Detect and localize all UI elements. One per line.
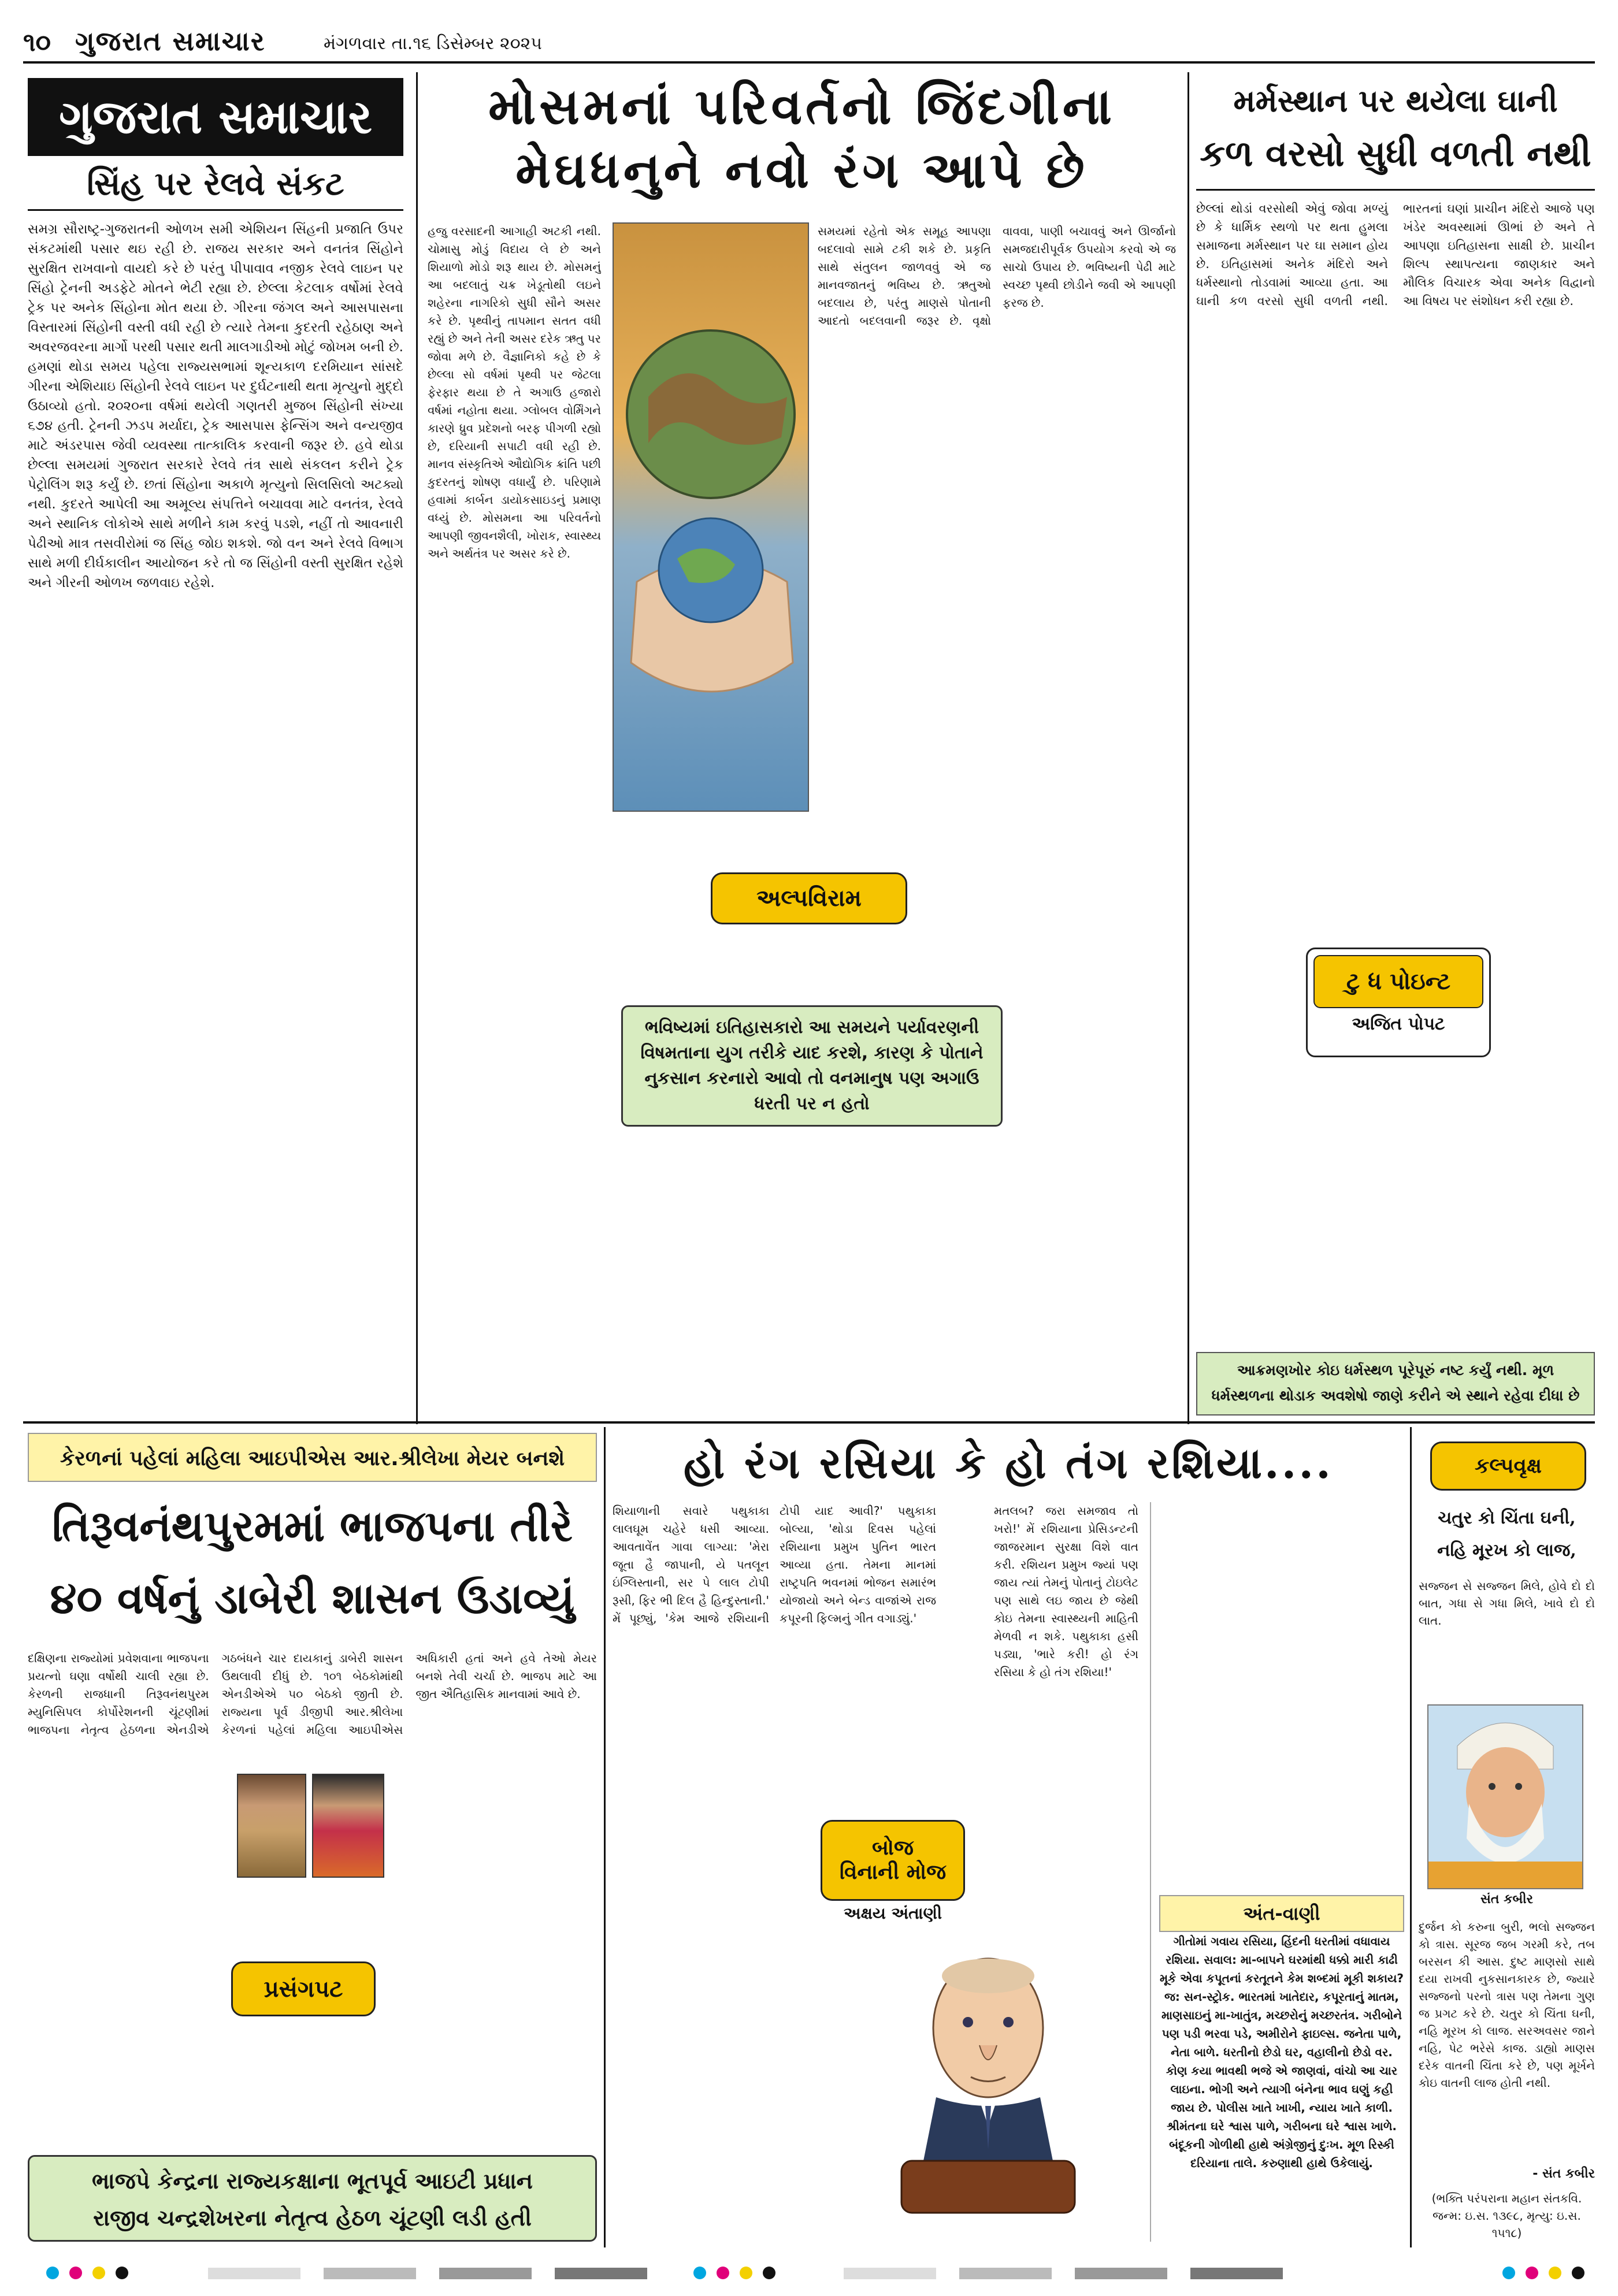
photo-saree bbox=[312, 1774, 384, 1878]
temple-footer-banner bbox=[1196, 1352, 1595, 1416]
kerala-footer-line2: રાજીવ ચન્દ્રશેખરના નેતૃત્વ હેઠળ ચૂંટણી લડી હતી bbox=[93, 2205, 532, 2231]
page-header bbox=[23, 23, 1595, 64]
rasiya-body-left: શિયાળાની સવારે પથુકાકા લાલઘૂમ ચહેરે ધસી આવ્યા. આવતાવેંત ગાવા લાગ્યા: 'મેરા જૂતા હૈ જાપાની, યે પતલૂન ઇંગ્લિસ્તાની, સર પે લાલ ટોપી રૂસી, ફિર ભી દિલ હૈ હિન્દુસ્તાની.' મેં પૂછ્યું, 'કેમ આજે રશિયાની ટોપી યાદ આવી?' પથુકાકા બોલ્યા, 'થોડા દિવસ પહેલાં રશિયાના પ્રમુખ પુતિન ભારત આવ્યા હતા. તેમના માનમાં રાષ્ટ્રપતિ ભવનમાં ભોજન સમારંભ યોજાયો અને બેન્ડ વાજાંએ રાજ કપૂરની ફિલ્મનું ગીત વગાડ્યું.' bbox=[613, 1504, 936, 1625]
kalpvruksh-title-line2: નહિ મૂરખ કો લાજ, bbox=[1437, 1540, 1576, 1561]
column-label-kalpvruksh-text: કલ્પવૃક્ષ bbox=[1474, 1454, 1542, 1478]
column-label-alpviram-text: અલ્પવિરામ bbox=[756, 885, 862, 912]
to-the-point-author: અજિત પોપટ bbox=[1352, 1014, 1445, 1034]
kalpvruksh-body: દુર્જન કો કરુના બુરી, ભલો સજ્જન કો ત્રાસ. સૂરજ જબ ગરમી કરે, તબ બરસન કી આસ. દુષ્ટ માણસો સાથે દયા રાખવી નુકસાનકારક છે, જ્યારે સજ્જનો પરનો ત્રાસ પણ તેમના ગુણ જ પ્રગટ કરે છે. ચતુર કો ચિંતા ઘની, નહિ મૂરખ કો લાજ. સરઅવસર જાને નહિ, પેટ ભરેસે કાજ. ડાહ્યો માણસ દરેક વાતની ચિંતા કરે છે, પણ મૂર્ખને કોઇ વાતની લાજ હોતી નથી. bbox=[1419, 1920, 1595, 2090]
photo-police-uniform bbox=[237, 1774, 306, 1878]
antvani-body: ગીતોમાં ગવાય રસિયા, હિંદની ધરતીમાં વધાવાય રશિયા. સવાલ: મા-બાપને ઘરમાંથી ધક્કો મારી કાઢી મૂકે એવા કપૂતનાં કરતૂતને કેમ શબ્દમાં મૂકી શકાય? જ: સન-સ્ટ્રોક. ભારતમાં ખાતેદાર, કપૂરતાનું માતમ, માણસાઇનું મા-ખાતુંત્ર, મચ્છરોનું મચ્છરતંત્ર. ગરીબોને પણ પડી ભરવા પડે, અમીરોને ફાઇલ્સ. જનેતા પાળે, નેતા બાળે. ધરતીનો છેડો ઘર, વહાલીનો છેડો વર. કોણ કયા ભાવથી ભજે એ જાણવાં, વાંચો આ ચાર લાઇના. ભોગી અને ત્યાગી બંનેના ભાવ ઘણું કહી જાય છે. પોલીસ ખાતે ખાખી, ન્યાય ખાતે કાળી. શ્રીમંતના ઘરે શ્વાસ પાળે, ગરીબના ઘરે શ્વાસ ખાળે. બંદૂકની ગોળીથી હાથે અંગ્રેજીનું દુઃખ. મૂળ રિસ્કી દરિયાના તાલે. કરુણાથી હાથે ઉકેલાયું. bbox=[1159, 1934, 1404, 2170]
temple-title-line2: કળ વરસો સુધી વળતી નથી bbox=[1200, 132, 1591, 174]
climate-pull-quote bbox=[621, 1005, 1003, 1127]
header-paper-name: ગુજરાત સમાચાર bbox=[75, 25, 266, 57]
column-label-boj-line1: બોજ bbox=[872, 1836, 914, 1860]
rasiya-author: અક્ષય અંતાણી bbox=[844, 1904, 942, 1923]
globe-hands-illustration bbox=[614, 224, 808, 811]
kerala-headline bbox=[28, 1491, 597, 1641]
kerala-title-line1: તિરૂવનંથપુરમમાં ભાજપના તીરે bbox=[52, 1502, 573, 1551]
climate-title-line1: મોસમનાં પરિવર્તનો જિંદગીના bbox=[488, 77, 1115, 136]
putin-caricature bbox=[867, 1941, 1109, 2219]
registration-marks bbox=[23, 2262, 1595, 2285]
kalpvruksh-attribution: - સંત કબીર bbox=[1532, 2167, 1595, 2181]
temple-title-line1: મર્મસ્થાન પર થયેલા ઘાની bbox=[1233, 82, 1558, 119]
column-label-boj bbox=[821, 1820, 965, 1901]
column-label-kalpvruksh bbox=[1430, 1441, 1586, 1491]
column-label-prasangpat bbox=[231, 1961, 376, 2016]
kabir-portrait-illustration bbox=[1428, 1706, 1582, 1888]
temple-headline bbox=[1196, 75, 1595, 191]
kerala-footer-line1: ભાજપે કેન્દ્રના રાજ્યકક્ષાના ભૂતપૂર્વ આઇટી પ્રધાન bbox=[92, 2168, 533, 2194]
climate-title-line2: મેઘધનુને નવો રંગ આપે છે bbox=[515, 141, 1088, 199]
kalpvruksh-heading bbox=[1419, 1502, 1595, 1571]
column-label-to-the-point bbox=[1306, 948, 1491, 1057]
page-number: ૧૦ bbox=[23, 28, 51, 57]
antvani-title: અંત-વાણી bbox=[1159, 1895, 1404, 1932]
rasiya-title: હો રંગ રસિયા કે હો તંગ રશિયા.... bbox=[684, 1439, 1333, 1488]
lion-article-title: સિંહ પર રેલવે સંકટ bbox=[28, 165, 403, 211]
column-label-boj-line2: વિનાની મોજ bbox=[839, 1860, 947, 1884]
kerala-footer-banner bbox=[28, 2155, 597, 2242]
caricature-illustration bbox=[867, 1941, 1109, 2219]
kerala-kicker-band bbox=[28, 1433, 597, 1482]
climate-body-left: હજુ વરસાદની આગાહી અટકી નથી. ચોમાસુ મોડું વિદાય લે છે અને શિયાળો મોડો શરૂ થાય છે. મોસમનું આ બદલાતું ચક્ર ખેડૂતોથી લઇને શહેરના નાગરિકો સુધી સૌને અસર કરે છે. પૃથ્વીનું તાપમાન સતત વધી રહ્યું છે અને તેની અસર દરેક ઋતુ પર જોવા મળે છે. વૈજ્ઞાનિકો કહે છે કે છેલ્લા સો વર્ષમાં પૃથ્વી પર જેટલા ફેરફાર થયા છે તે અગાઉ હજારો વર્ષમાં નહોતા થયા. ગ્લોબલ વોર્મિંગને કારણે ધ્રુવ પ્રદેશનો બરફ પીગળી રહ્યો છે, દરિયાની સપાટી વધી રહી છે. માનવ સંસ્કૃતિએ ઔદ્યોગિક ક્રાંતિ પછી કુદરતનું શોષણ વધાર્યું છે. પરિણામે હવામાં કાર્બન ડાયોકસાઇડનું પ્રમાણ વધ્યું છે. મોસમના આ પરિવર્તનો આપણી જીવનશૈલી, ખોરાક, સ્વાસ્થ્ય અને અર્થતંત્ર પર અસર કરે છે. bbox=[428, 224, 601, 560]
column-label-alpviram bbox=[711, 872, 907, 924]
temple-body: છેલ્લાં થોડાં વરસોથી એવું જોવા મળ્યું છે કે ધાર્મિક સ્થળો પર થતા હુમલા સમાજના મર્મસ્થાન પર ઘા સમાન હોય છે. ઇતિહાસમાં અનેક મંદિરો અને ધર્મસ્થાનો તોડવામાં આવ્યા હતા. આ ઘાની કળ વરસો સુધી વળતી નથી. ભારતનાં ઘણાં પ્રાચીન મંદિરો આજે પણ ખંડેર અવસ્થામાં ઊભાં છે અને તે આપણા ઇતિહાસના સાક્ષી છે. પ્રાચીન શિલ્પ સ્થાપત્યના જાણકાર અને મૌલિક વિચારક એવા અનેક વિદ્વાનો આ વિષય પર સંશોધન કરી રહ્યા છે. bbox=[1196, 202, 1595, 308]
earth-image bbox=[613, 222, 809, 812]
lion-article-body: સમગ્ર સૌરાષ્ટ્ર-ગુજરાતની ઓળખ સમી એશિયન સિંહની પ્રજાતિ ઉપર સંકટમાંથી પસાર થઇ રહી છે. રાજય સરકાર અને વનતંત્ર સિંહોને સુરક્ષિત રાખવાનો વાયદો કરે છે પરંતુ પીપાવાવ નજીક રેલવે લાઇન પર સિંહો ટ્રેનની અડફેટે મોતને ભેટી રહ્યા છે. છેલ્લા કેટલાક વર્ષોમાં રેલવે ટ્રેક પર અનેક સિંહોના મોત થયા છે. ગીરના જંગલ અને આસપાસના વિસ્તારમાં સિંહોની વસ્તી વધી રહી છે ત્યારે તેમના કુદરતી રહેઠાણ અને અવરજવરના માર્ગો પરથી પસાર થતી માલગાડીઓ મોટું જોખમ બની છે. હમણાં થોડા સમય પહેલા રાજ્યસભામાં શૂન્યકાળ દરમિયાન સાંસદે ગીરના એશિયાઇ સિંહોની રેલવે લાઇન પર દુર્ઘટનાથી થતા મૃત્યુનો મુદ્દો ઉઠાવ્યો હતો. ૨૦૨૦ના વર્ષમાં થયેલી ગણતરી મુજબ સિંહોની સંખ્યા ૬૭૪ હતી. ટ્રેનની ઝડપ મર્યાદા, ટ્રેક આસપાસ ફેન્સિંગ અને વન્યજીવ માટે અંડરપાસ જેવી વ્યવસ્થા તાત્કાલિક કરવાની જરૂર છે. હવે થોડા છેલ્લા સમયમાં ગુજરાત સરકારે રેલવે તંત્ર સાથે સંકલન કરીને ટ્રેક પેટ્રોલિંગ શરૂ કર્યું છે. છતાં સિંહોના અકાળે મૃત્યુનો સિલસિલો અટક્યો નથી. કુદરતે આપેલી આ અમૂલ્ય સંપત્તિને બચાવવા માટે વનતંત્ર, રેલવે અને સ્થાનિક લોકોએ સાથે મળીને કામ કરવું પડશે, નહીં તો આવનારી પેઢીઓ માત્ર તસવીરોમાં જ સિંહ જોઇ શકશે. જો વન અને રેલવે વિભાગ સાથે મળી દીર્ઘકાલીન આયોજન કરે તો જ સિંહોની વસ્તી સુરક્ષિત રહેશે અને ગીરની ઓળખ જળવાઇ રહેશે. bbox=[28, 222, 403, 590]
kerala-title-line2: ૪૦ વર્ષનું ડાબેરી શાસન ઉડાવ્યું bbox=[50, 1574, 575, 1623]
temple-footer-text: આક્રમણખોર કોઇ ધર્મસ્થળ પૂરેપૂરું નષ્ટ કર્યું નથી. મૂળ ધર્મસ્થળના થોડાક અવશેષો જાણે કરીને એ સ્થાને રહેવા દીધા છે bbox=[1211, 1362, 1580, 1404]
kalpvruksh-title-line1: ચતુર કો ચિંતા ઘની, bbox=[1438, 1508, 1576, 1528]
header-date: મંગળવાર તા.૧૬ ડિસેમ્બર ૨૦૨૫ bbox=[324, 34, 542, 54]
kabir-portrait bbox=[1427, 1704, 1583, 1889]
kalpvruksh-footnote: (ભક્તિ પરંપરાના મહાન સંતકવિ. જન્મ: ઇ.સ. ૧૩૯૮, મૃત્યુ: ઇ.સ. ૧૫૧૮) bbox=[1431, 2191, 1582, 2240]
climate-body-right: સમયમાં રહેતો એક સમૂહ આપણા બદલાવો સામે ટકી શકે છે. પ્રકૃતિ સાથે સંતુલન જાળવવું એ જ માનવજાતનું ભવિષ્ય છે. ઋતુઓ બદલાય છે, પરંતુ માણસે પોતાની આદતો બદલવાની જરૂર છે. વૃક્ષો વાવવા, પાણી બચાવવું અને ઊર્જાનો સમજદારીપૂર્વક ઉપયોગ કરવો એ જ સાચો ઉપાય છે. ભવિષ્યની પેઢી માટે સ્વચ્છ પૃથ્વી છોડીને જવી એ આપણી ફરજ છે. bbox=[818, 224, 1176, 328]
kalpvruksh-intro: સજ્જન સે સજ્જન મિલે, હોવે દો દો બાત, ગધા સે ગધા મિલે, ખાવે દો દો લાત. bbox=[1419, 1579, 1595, 1628]
antvani-box bbox=[1150, 1502, 1404, 2242]
climate-headline bbox=[428, 75, 1176, 214]
kabir-portrait-caption: સંત કબીર bbox=[1480, 1892, 1533, 1907]
to-the-point-title: ટુ ધ પોઇન્ટ bbox=[1313, 955, 1483, 1008]
column-label-prasangpat-text: પ્રસંગપટ bbox=[264, 1975, 343, 2003]
pull-quote-text: ભવિષ્યમાં ઇતિહાસકારો આ સમયને પર્યાવરણની વિષમતાના યુગ તરીકે યાદ કરશે, કારણ કે પોતાને નુકસાન કરનારો આવો તો વનમાનુષ પણ અગાઉ ધરતી પર ન હતો bbox=[640, 1017, 984, 1114]
masthead-title: ગુજરાત સમાચાર bbox=[59, 90, 372, 144]
kerala-body: દક્ષિણના રાજ્યોમાં પ્રવેશવાના ભાજપના પ્રયત્નો ઘણા વર્ષોથી ચાલી રહ્યા છે. કેરળની રાજધાની તિરૂવનંથપુરમ મ્યુનિસિપલ કોર્પોરેશનની ચૂંટણીમાં ભાજપના નેતૃત્વ હેઠળના એનડીએ ગઠબંધને ચાર દાયકાનું ડાબેરી શાસન ઉથલાવી દીધું છે. ૧૦૧ બેઠકોમાંથી એનડીએએ ૫૦ બેઠકો જીતી છે. રાજ્યના પૂર્વ ડીજીપી આર.શ્રીલેખા કેરળનાં પહેલાં મહિલા આઇપીએસ અધિકારી હતાં અને હવે તેઓ મેયર બનશે તેવી ચર્ચા છે. ભાજપ માટે આ જીત ઐતિહાસિક માનવામાં આવે છે. bbox=[28, 1651, 597, 1737]
rasiya-body-right: મતલબ? જરા સમજાવ તો ખરો!' મેં રશિયાના પ્રેસિડન્ટની જાજરમાન સુરક્ષા વિશે વાત કરી. રશિયન પ્રમુખ જ્યાં પણ જાય ત્યાં તેમનું પોતાનું ટોઇલેટ પણ સાથે લઇ જાય છે જેથી કોઇ તેમના સ્વાસ્થ્યની માહિતી મેળવી ન શકે. પથુકાકા હસી પડ્યા, 'ભારે કરી! હો રંગ રસિયા કે હો તંગ રશિયા!' bbox=[994, 1504, 1138, 1679]
masthead-box bbox=[28, 78, 403, 156]
kerala-kicker: કેરળનાં પહેલાં મહિલા આઇપીએસ આર.શ્રીલેખા મેયર બનશે bbox=[60, 1447, 565, 1470]
